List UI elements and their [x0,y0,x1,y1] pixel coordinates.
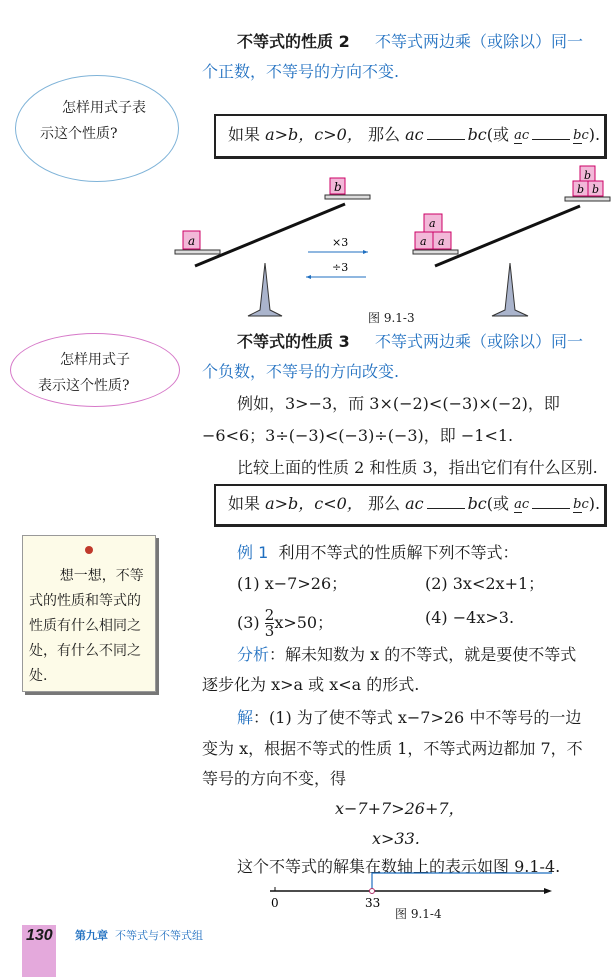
example-line1: 例如，3>−3，而 3×(−2)<(−3)×(−2)，即 [237,394,560,413]
equation-1: x−7+7>26+7， [335,799,465,818]
open-point [370,889,375,894]
axis-arrow-icon [544,888,552,894]
box1-then: 那么 [367,125,400,144]
box1-frac-b-den: c [581,128,589,143]
solution-line3: 等号的方向不变，得 [202,769,347,788]
box1-end: ). [588,125,601,144]
problem-3-den: 3 [264,622,275,640]
rule-box-2: 如果 a>b，c<0， 那么 ac bc(或 ac bc). [214,484,607,527]
example-line2: −6<6；3÷(−3)<(−3)÷(−3)，即 −1<1. [202,426,514,445]
problem-2: (2) 3x<2x+1； [425,574,545,593]
solution-line2: 变为 x，根据不等式的性质 1，不等式两边都加 7，不 [202,739,583,758]
box1-blank-2 [532,139,570,140]
box1-frac-a-den: c [521,128,530,143]
balance-left [175,195,370,316]
problem-3-num: 2 [264,606,275,624]
prop2-title: 不等式的性质 2 [237,32,350,51]
op-forward: ×3 [332,236,349,249]
prop3-text2: 个负数，不等号的方向改变. [202,362,400,381]
prop2-text2: 个正数，不等号的方向不变. [202,62,400,81]
cloud1-line1: 怎样用式子表 [62,100,146,116]
prop2-text1: 不等式两边乘（或除以）同一 [375,32,584,51]
box1-right: bc [467,125,487,144]
block-b-2: b [577,183,585,196]
chapter-title: 不等式与不等式组 [115,929,203,942]
think-note-card [22,535,156,692]
problem-3-label: (3) [237,613,260,632]
chapter-label: 第九章 [75,929,108,942]
prop3-title: 不等式的性质 3 [237,332,350,351]
box2-right: bc [467,494,487,513]
block-b-4: b [584,169,592,182]
box2-then: 那么 [367,494,400,513]
fig2-caption: 图 9.1-4 [395,907,442,921]
equation-2: x>33. [372,829,420,848]
box1-condition: a>b，c>0， [265,125,363,144]
block-a-2: a [420,235,427,248]
solution-ray [372,873,552,891]
box2-end: ). [588,494,601,513]
box2-or: 或 [493,494,510,513]
block-a-3: a [438,235,445,248]
compare-text: 比较上面的性质 2 和性质 3，指出它们有什么区别. [237,458,598,477]
op-back: ÷3 [332,261,349,274]
block-a-4: a [429,217,436,230]
fig1-caption: 图 9.1-3 [368,311,415,325]
box1-blank [427,139,465,140]
box2-prefix: 如果 [228,494,261,513]
tick-0: 0 [271,896,279,910]
example1-label: 例 1 [237,543,269,562]
box1-left: ac [405,125,424,144]
balance-figure [170,169,615,313]
prop3-text1: 不等式两边乘（或除以）同一 [375,332,584,351]
analysis-line1: ：解未知数为 x 的不等式，就是要使不等式 [269,645,577,664]
box1-frac-a-num: a [514,128,522,143]
box2-left: ac [405,494,424,513]
balance-right [413,197,610,316]
box2-blank [427,508,465,509]
example1-title: 利用不等式的性质解下列不等式： [278,543,519,562]
cloud2-line2: 表示这个性质? [38,378,130,394]
box1-or: 或 [493,125,510,144]
analysis-label: 分析 [237,645,270,664]
rule-box-1: 如果 a>b，c>0， 那么 ac bc(或 ac bc). [214,114,607,159]
box1-frac-b-num: b [573,128,582,143]
solution-line4: 这个不等式的解集在数轴上的表示如图 9.1-4. [237,857,561,876]
note-text: 想一想，不等式的性质和等式的性质有什么相同之处，有什么不同之处. [29,568,144,684]
box2-frac-a-num: a [514,497,522,512]
problem-1: (1) x−7>26； [237,574,348,593]
problem-3-rest: x>50； [274,613,334,632]
box2-blank-2 [532,508,570,509]
page-number: 130 [22,925,56,977]
analysis-line2: 逐步化为 x>a 或 x<a 的形式. [202,675,420,694]
box2-frac-a-den: c [521,497,530,512]
problem-4: (4) −4x>3. [425,608,515,627]
box2-frac-b-den: c [581,497,589,512]
box2-condition: a>b，c<0， [265,494,363,513]
cloud2-line1: 怎样用式子 [60,352,130,368]
block-a: a [188,234,196,248]
solution-line1: ：(1) 为了使不等式 x−7>26 中不等号的一边 [253,708,582,727]
pin-icon [85,546,93,554]
block-b-3: b [592,183,600,196]
box2-frac-b-num: b [573,497,582,512]
tick-33: 33 [365,896,381,910]
solution-label: 解 [237,708,254,727]
cloud1-line2: 示这个性质? [40,126,118,142]
block-b: b [334,180,342,194]
box1-prefix: 如果 [228,125,261,144]
problem-3 [237,608,333,639]
